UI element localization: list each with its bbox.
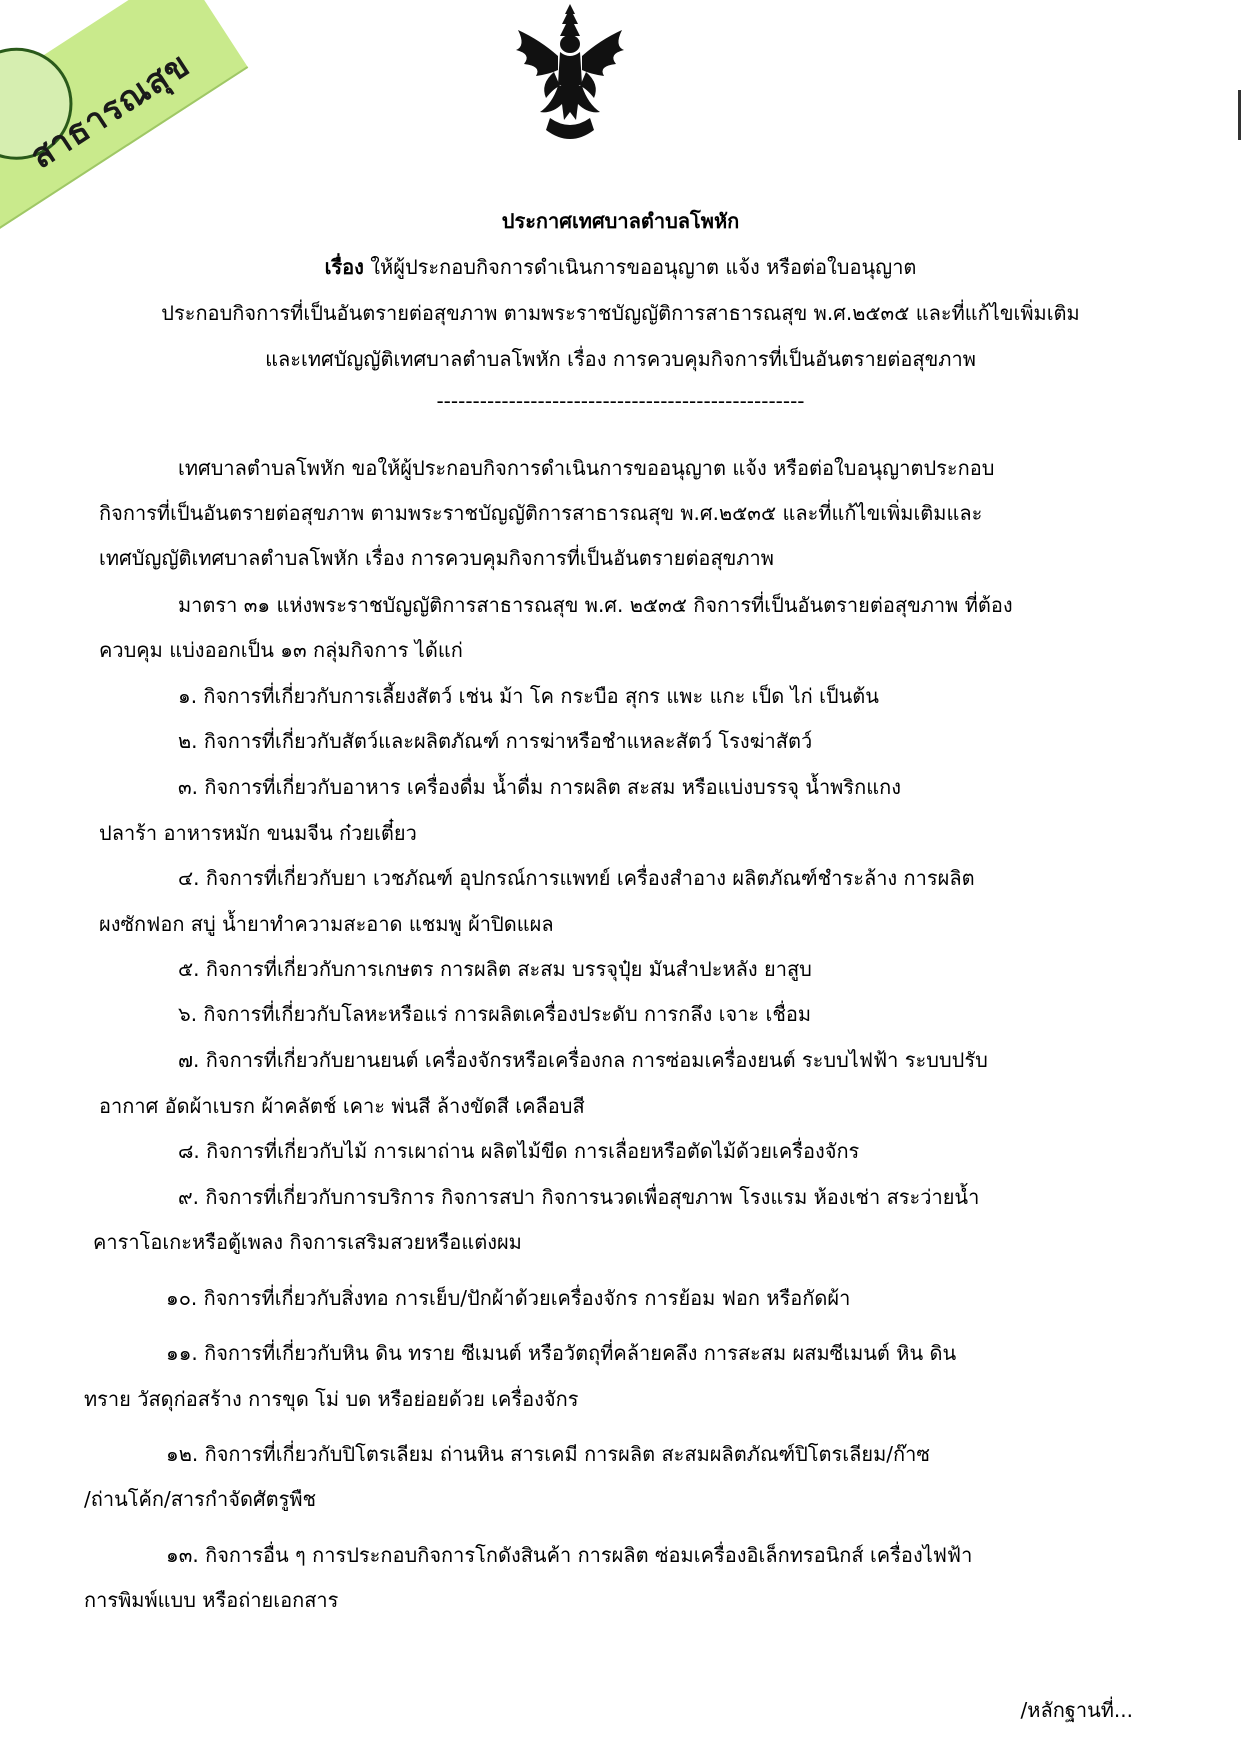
subject-line-1 <box>0 252 1241 282</box>
list-item-10: ๑๐. กิจการที่เกี่ยวกับสิ่งทอ การเย็บ/ปักผ้าด้วยเครื่องจักร การย้อม ฟอก หรือกัดผ้า <box>166 1286 851 1310</box>
subject-line-3: และเทศบัญญัติเทศบาลตำบลโพหัก เรื่อง การควบคุมกิจการที่เป็นอันตรายต่อสุขภาพ <box>265 347 976 371</box>
garuda-emblem-icon <box>510 0 630 150</box>
section-line-2: ควบคุม แบ่งออกเป็น ๑๓ กลุ่มกิจการ ได้แก่ <box>99 638 463 662</box>
intro-line-1: เทศบาลตำบลโพหัก ขอให้ผู้ประกอบกิจการดำเนินการขออนุญาต แจ้ง หรือต่อใบอนุญาตประกอบ <box>178 456 995 480</box>
list-item-12-cont: /ถ่านโค้ก/สารกำจัดศัตรูพืช <box>84 1487 317 1511</box>
list-item-3-cont: ปลาร้า อาหารหมัก ขนมจีน ก๋วยเตี๋ยว <box>99 821 417 845</box>
list-item-13-cont: การพิมพ์แบบ หรือถ่ายเอกสาร <box>84 1588 339 1612</box>
list-item-5: ๕. กิจการที่เกี่ยวกับการเกษตร การผลิต สะสม บรรจุปุ๋ย มันสำปะหลัง ยาสูบ <box>178 957 812 981</box>
corner-tag-text: สาธารณสุข <box>23 44 198 178</box>
section-line-1: มาตรา ๓๑ แห่งพระราชบัญญัติการสาธารณสุข พ.ศ. ๒๕๓๕ กิจการที่เป็นอันตรายต่อสุขภาพ ที่ต้อง <box>178 593 1013 617</box>
list-item-8: ๘. กิจการที่เกี่ยวกับไม้ การเผาถ่าน ผลิตไม้ขีด การเลื่อยหรือตัดไม้ด้วยเครื่องจักร <box>178 1139 860 1163</box>
list-item-1: ๑. กิจการที่เกี่ยวกับการเลี้ยงสัตว์ เช่น ม้า โค กระบือ สุกร แพะ แกะ เป็ด ไก่ เป็นต้น <box>178 684 879 708</box>
list-item-3: ๓. กิจการที่เกี่ยวกับอาหาร เครื่องดื่ม น้ำดื่ม การผลิต สะสม หรือแบ่งบรรจุ น้ำพริกแกง <box>178 775 901 799</box>
subject-label: เรื่อง <box>324 255 364 279</box>
subject-text: ให้ผู้ประกอบกิจการดำเนินการขออนุญาต แจ้ง หรือต่อใบอนุญาต <box>363 255 917 279</box>
list-item-12: ๑๒. กิจการที่เกี่ยวกับปิโตรเลียม ถ่านหิน สารเคมี การผลิต สะสมผลิตภัณฑ์ปิโตรเลียม/ก๊าซ <box>166 1442 930 1466</box>
corner-tag <box>0 0 248 237</box>
list-item-11-cont: ทราย วัสดุก่อสร้าง การขุด โม่ บด หรือย่อยด้วย เครื่องจักร <box>84 1387 579 1411</box>
list-item-13: ๑๓. กิจการอื่น ๆ การประกอบกิจการโกดังสินค้า การผลิต ซ่อมเครื่องอิเล็กทรอนิกส์ เครื่องไฟฟ้า <box>166 1543 973 1567</box>
list-item-9: ๙. กิจการที่เกี่ยวกับการบริการ กิจการสปา กิจการนวดเพื่อสุขภาพ โรงแรม ห้องเช่า สระว่ายน้ำ <box>178 1185 980 1209</box>
page-title: ประกาศเทศบาลตำบลโพหัก <box>501 209 740 233</box>
list-item-4: ๔. กิจการที่เกี่ยวกับยา เวชภัณฑ์ อุปกรณ์การแพทย์ เครื่องสำอาง ผลิตภัณฑ์ชำระล้าง การผลิต <box>178 866 975 890</box>
list-item-4-cont: ผงซักฟอก สบู่ น้ำยาทำความสะอาด แชมพู ผ้าปิดแผล <box>99 912 554 936</box>
divider: --------------------------------------------------- <box>436 389 805 413</box>
list-item-11: ๑๑. กิจการที่เกี่ยวกับหิน ดิน ทราย ซีเมนต์ หรือวัตถุที่คล้ายคลึง การสะสม ผสมซีเมนต์ หิน ดิน <box>166 1341 957 1365</box>
list-item-2: ๒. กิจการที่เกี่ยวกับสัตว์และผลิตภัณฑ์ การฆ่าหรือชำแหละสัตว์ โรงฆ่าสัตว์ <box>178 729 813 753</box>
list-item-7-cont: อากาศ อัดผ้าเบรก ผ้าคลัตช์ เคาะ พ่นสี ล้างขัดสี เคลือบสี <box>99 1094 585 1118</box>
subject-line-2: ประกอบกิจการที่เป็นอันตรายต่อสุขภาพ ตามพระราชบัญญัติการสาธารณสุข พ.ศ.๒๕๓๕ และที่แก้ไขเพิ่มเติม <box>161 301 1080 325</box>
continuation-note: /หลักฐานที่... <box>1020 1698 1133 1722</box>
intro-line-2: กิจการที่เป็นอันตรายต่อสุขภาพ ตามพระราชบัญญัติการสาธารณสุข พ.ศ.๒๕๓๕ และที่แก้ไขเพิ่มเติมและ <box>99 501 983 525</box>
list-item-7: ๗. กิจการที่เกี่ยวกับยานยนต์ เครื่องจักรหรือเครื่องกล การซ่อมเครื่องยนต์ ระบบไฟฟ้า ระบบปรับ <box>178 1048 988 1072</box>
list-item-6: ๖. กิจการที่เกี่ยวกับโลหะหรือแร่ การผลิตเครื่องประดับ การกลึง เจาะ เชื่อม <box>178 1002 812 1026</box>
list-item-9-cont: คาราโอเกะหรือตู้เพลง กิจการเสริมสวยหรือแต่งผม <box>93 1230 522 1254</box>
intro-line-3: เทศบัญญัติเทศบาลตำบลโพหัก เรื่อง การควบคุมกิจการที่เป็นอันตรายต่อสุขภาพ <box>99 546 774 570</box>
